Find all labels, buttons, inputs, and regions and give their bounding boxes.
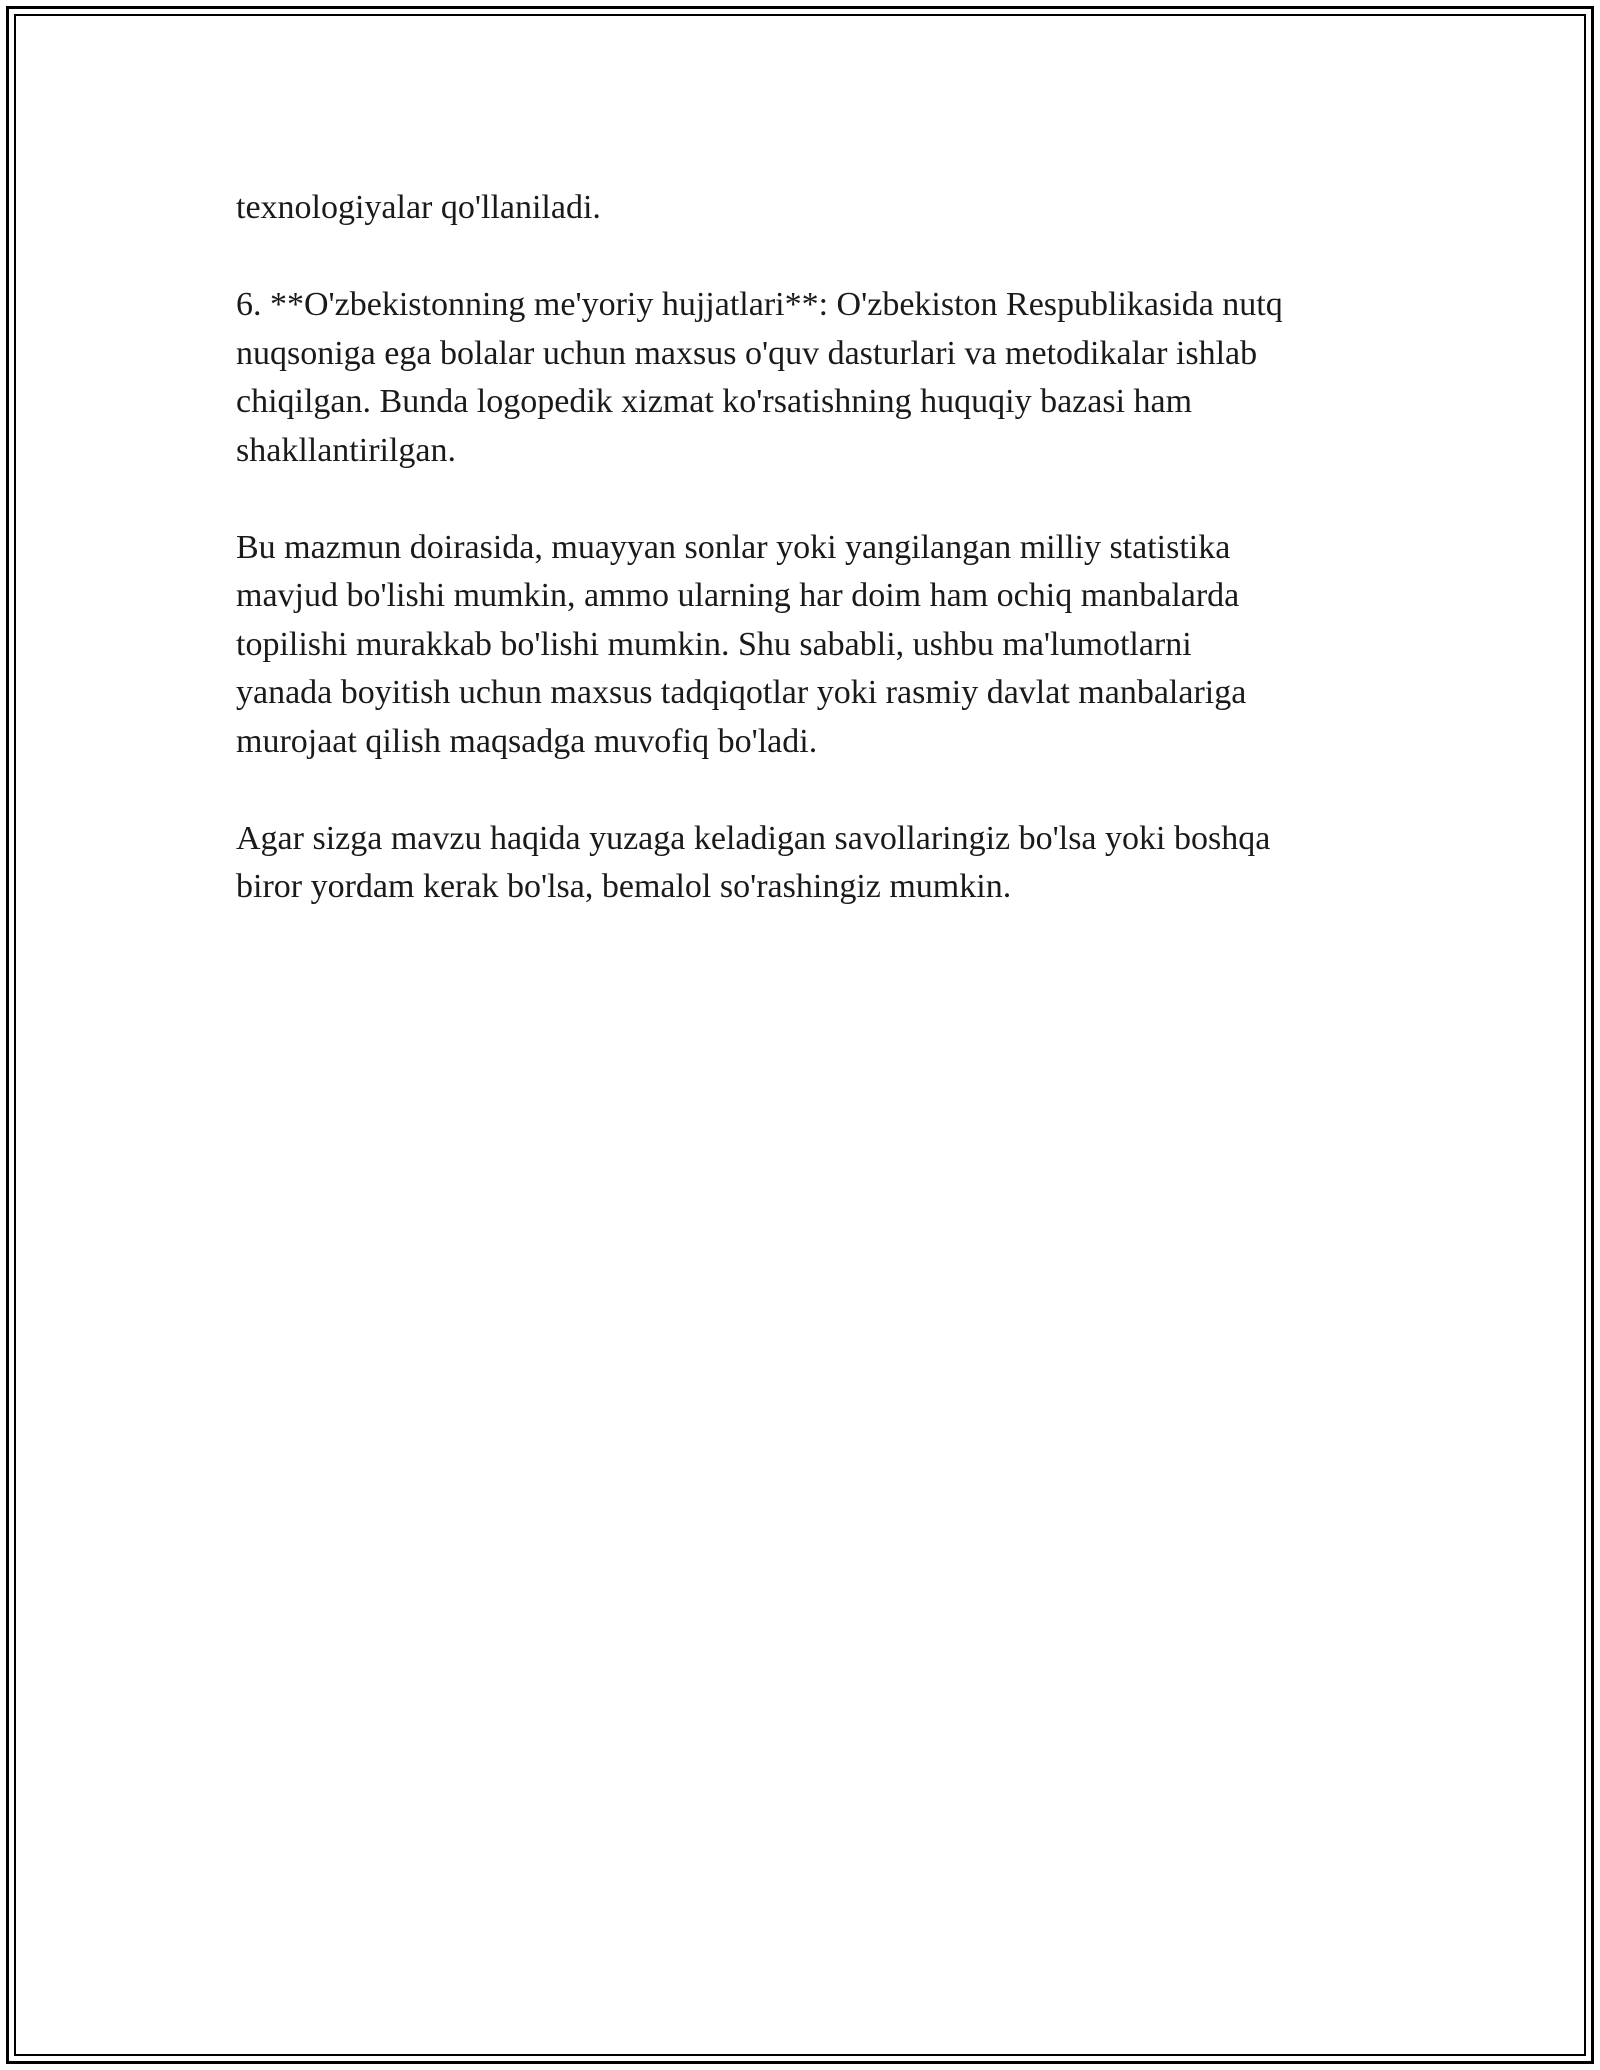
- text-line: 6. **O'zbekistonning me'yoriy hujjatlari**: O'zbekiston Respublikasida nutq: [236, 286, 1283, 323]
- paragraph-regulatory-documents: [236, 281, 1376, 475]
- paragraph-continuation: [236, 184, 1376, 233]
- text-line: yanada boyitish uchun maxsus tadqiqotlar yoki rasmiy davlat manbalariga: [236, 674, 1247, 711]
- paragraph-statistics-note: [236, 524, 1376, 767]
- text-line: Agar sizga mavzu haqida yuzaga keladigan savollaringiz bo'lsa yoki boshqa: [236, 819, 1271, 857]
- text-line: Bu mazmun doirasida, muayyan sonlar yoki yangilangan milliy statistika: [236, 528, 1231, 566]
- document-body: [236, 184, 1376, 960]
- paragraph-closing: [236, 815, 1376, 912]
- text-line: nuqsoniga ega bolalar uchun maxsus o'quv dasturlari va metodikalar ishlab: [236, 334, 1258, 372]
- text-line: texnologiyalar qo'llaniladi.: [236, 189, 601, 226]
- text-line: murojaat qilish maqsadga muvofiq bo'ladi.: [236, 722, 818, 760]
- text-line: chiqilgan. Bunda logopedik xizmat ko'rsatishning huquqiy bazasi ham: [236, 383, 1193, 420]
- text-line: shakllantirilgan.: [236, 431, 457, 469]
- text-line: mavjud bo'lishi mumkin, ammo ularning har doim ham ochiq manbalarda: [236, 577, 1240, 614]
- text-line: topilishi murakkab bo'lishi mumkin. Shu sababli, ushbu ma'lumotlarni: [236, 625, 1192, 663]
- text-line: biror yordam kerak bo'lsa, bemalol so'rashingiz mumkin.: [236, 868, 1012, 905]
